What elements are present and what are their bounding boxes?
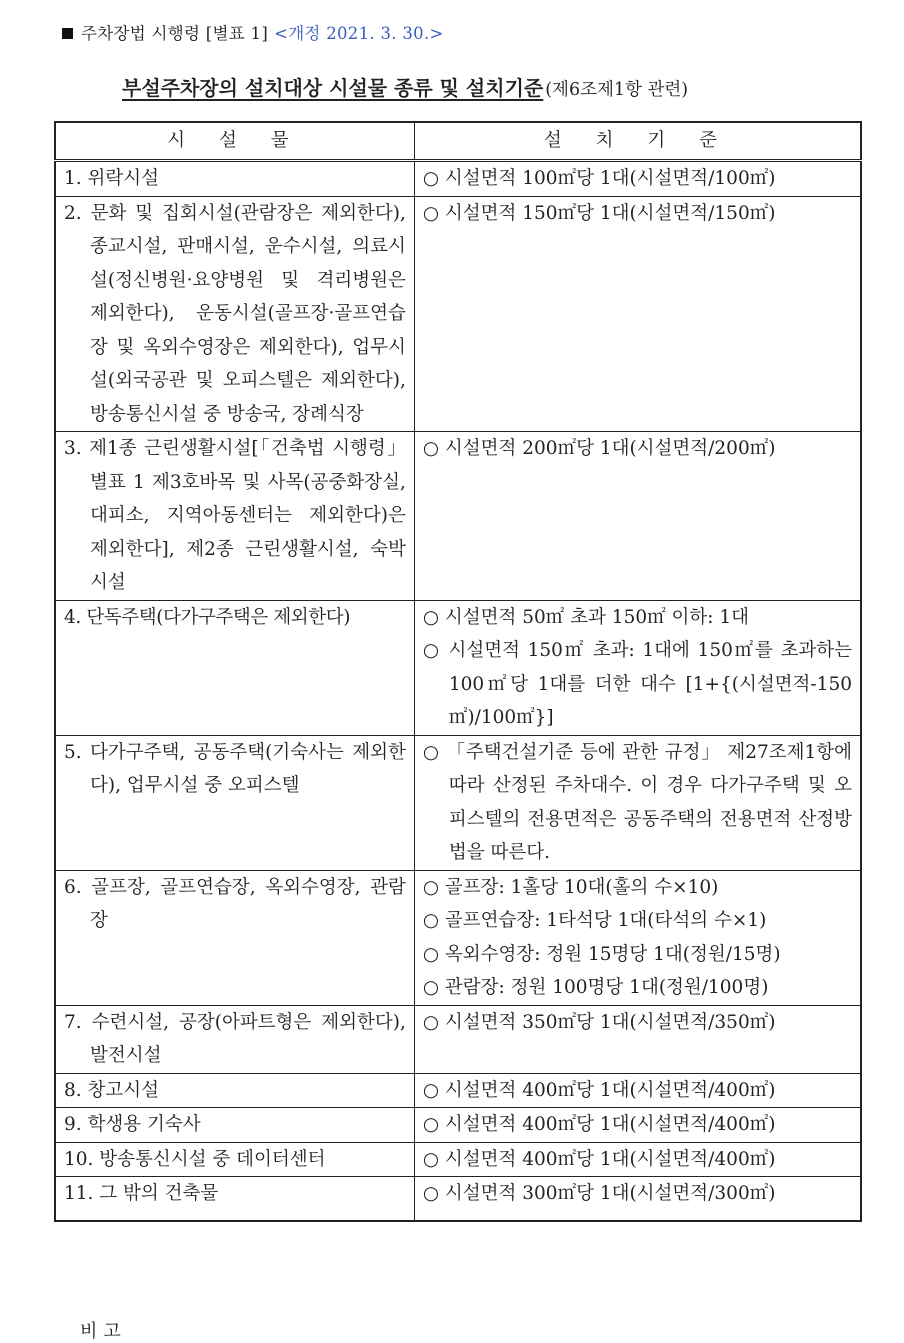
facility-cell: 4. 단독주택(다가구주택은 제외한다) [64,606,351,628]
criteria-item: ○ 옥외수영장: 정원 15명당 1대(정원/15명) [422,943,781,965]
table-row [55,735,861,870]
facility-cell: 1. 위락시설 [64,168,160,189]
criteria-table [54,121,862,1222]
document-title [122,72,688,101]
table-row [55,1073,861,1108]
criteria-item: ○ 골프장: 1홀당 10대(홀의 수×10) [422,876,719,898]
facility-cell: 10. 방송통신시설 중 데이터센터 [64,1148,326,1170]
title-sub: (제6조제1항 관련) [545,80,689,100]
revision-link[interactable]: <개정 2021. 3. 30.> [274,24,444,43]
criteria-item: ○ 관람장: 정원 100명당 1대(정원/100명) [422,977,769,998]
criteria-item: ○ 시설면적 100㎡당 1대(시설면적/100㎡) [422,168,776,189]
table-row [55,161,861,197]
criteria-item: ○ 시설면적 400㎡당 1대(시설면적/400㎡) [422,1079,776,1101]
facility-cell: 9. 학생용 기숙사 [64,1114,201,1135]
header-facility: 시 설 물 [55,122,414,161]
header-line [62,20,444,44]
criteria-item: ○ 시설면적 400㎡당 1대(시설면적/400㎡) [422,1114,776,1135]
table-row [55,1108,861,1143]
table-row [55,1005,861,1073]
square-bullet-icon [62,28,73,39]
criteria-item: ○ 시설면적 200㎡당 1대(시설면적/200㎡) [422,438,776,459]
facility-cell: 6. 골프장, 골프연습장, 옥외수영장, 관람장 [64,876,406,931]
facility-cell: 5. 다가구주택, 공동주택(기숙사는 제외한다), 업무시설 중 오피스텔 [64,741,406,796]
table-row [55,1177,861,1221]
criteria-item: ○ 「주택건설기준 등에 관한 규정」 제27조제1항에 따라 산정된 주차대수. 이 경우 다가구주택 및 오피스텔의 전용면적은 공동주택의 전용면적 산정방법을 따른다. [422,741,852,863]
facility-cell: 2. 문화 및 집회시설(관람장은 제외한다), 종교시설, 판매시설, 운수시설, 의료시설(정신병원·요양병원 및 격리병원은 제외한다), 운동시설(골프장·골프연습장 및 옥외수영장은 제외한다), 업무시설(외국공관 및 오피스텔은 제외한다), 방송통신시설 중 방송국, 장례식장 [64,202,406,425]
criteria-item: ○ 시설면적 300㎡당 1대(시설면적/300㎡) [422,1183,776,1204]
table-row [55,870,861,1005]
header-criteria: 설 치 기 준 [414,122,861,161]
remarks-label: 비고 [80,1321,127,1342]
facility-cell: 11. 그 밖의 건축물 [64,1183,219,1204]
facility-cell: 3. 제1종 근린생활시설[「건축법 시행령」 별표 1 제3호바목 및 사목(공중화장실, 대피소, 지역아동센터는 제외한다)은 제외한다], 제2종 근린생활시설, 숙박시설 [64,438,406,593]
table-row [55,1142,861,1177]
header-prefix: 주차장법 시행령 [별표 1] [81,24,269,43]
criteria-item: ○ 시설면적 400㎡당 1대(시설면적/400㎡) [422,1148,776,1170]
table-header-row [55,122,861,161]
table-row [55,432,861,601]
facility-cell: 8. 창고시설 [64,1079,160,1101]
criteria-item: ○ 시설면적 150㎡당 1대(시설면적/150㎡) [422,202,776,224]
facility-cell: 7. 수련시설, 공장(아파트형은 제외한다), 발전시설 [64,1011,406,1066]
table-row [55,196,861,432]
criteria-item: ○ 시설면적 350㎡당 1대(시설면적/350㎡) [422,1011,776,1033]
title-main: 부설주차장의 설치대상 시설물 종류 및 설치기준 [122,76,544,100]
criteria-item: ○ 골프연습장: 1타석당 1대(타석의 수×1) [422,910,767,931]
table-row [55,600,861,735]
criteria-item: ○ 시설면적 50㎡ 초과 150㎡ 이하: 1대 [422,606,749,628]
criteria-item: ○ 시설면적 150㎡ 초과: 1대에 150㎡를 초과하는 100㎡당 1대를 더한 대수 [1+{(시설면적-150㎡)/100㎡}] [422,640,852,728]
